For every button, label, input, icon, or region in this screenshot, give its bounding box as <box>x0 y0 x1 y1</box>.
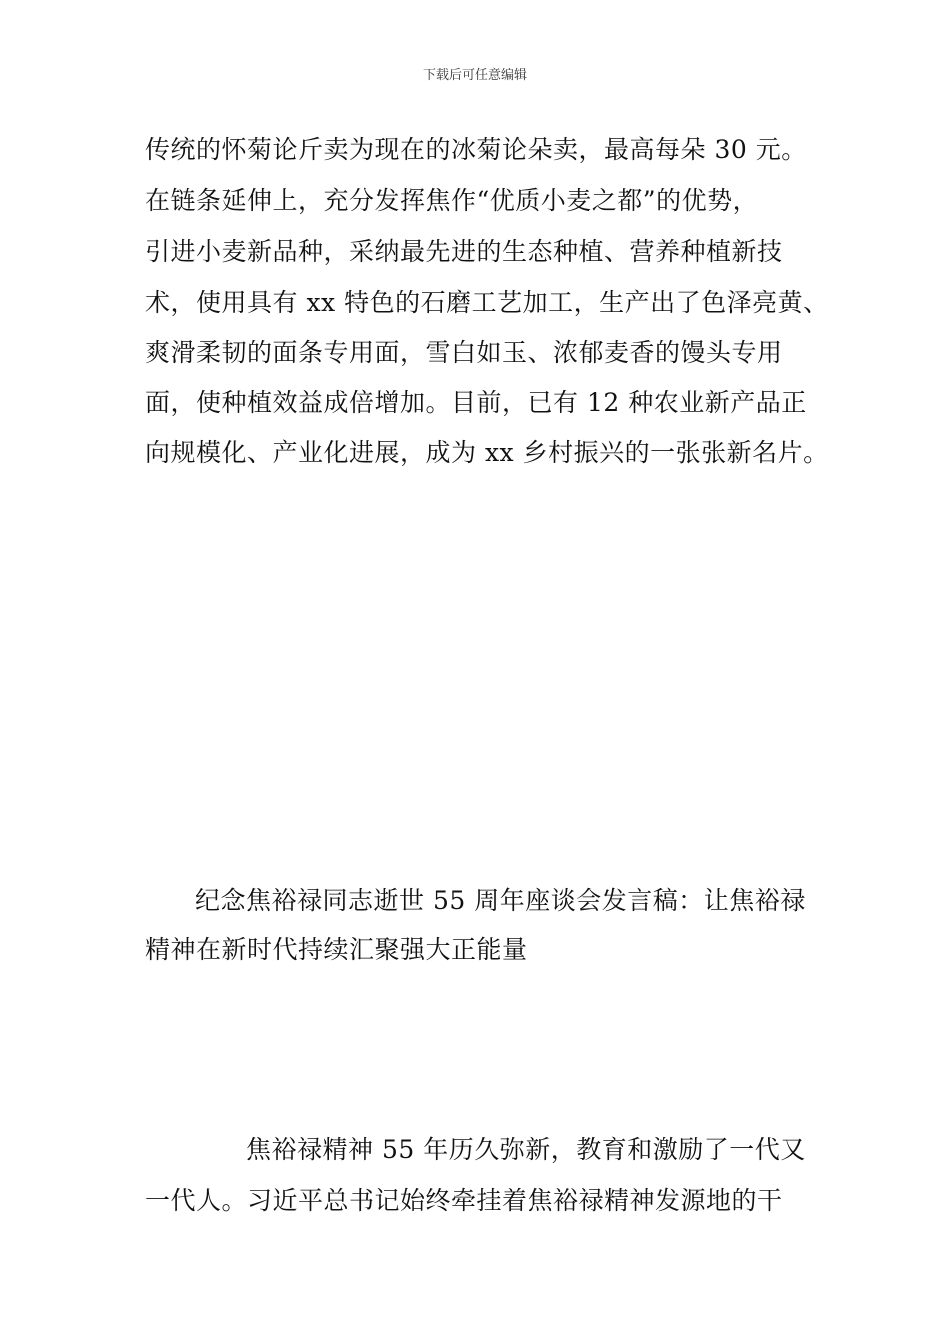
page-header: 下载后可任意编辑 <box>422 68 527 83</box>
title-line: 纪念焦裕禄同志逝世 55 周年座谈会发言稿：让焦裕禄 <box>195 886 806 915</box>
paragraph-line: 引进小麦新品种，采纳最先进的生态种植、营养种植新技 <box>145 237 783 266</box>
title-line: 精神在新时代持续汇聚强大正能量 <box>145 935 528 964</box>
paragraph-line: 向规模化、产业化进展，成为 xx 乡村振兴的一张张新名片。 <box>145 438 829 467</box>
paragraph-line: 在链条延伸上，充分发挥焦作“优质小麦之都”的优势， <box>145 186 759 215</box>
paragraph-line: 一代人。习近平总书记始终牵挂着焦裕禄精神发源地的干 <box>145 1186 783 1215</box>
paragraph-line: 传统的怀菊论斤卖为现在的冰菊论朵卖，最高每朵 30 元。 <box>145 135 807 164</box>
paragraph-line: 焦裕禄精神 55 年历久弥新，教育和激励了一代又 <box>246 1135 806 1164</box>
paragraph-line: 术，使用具有 xx 特色的石磨工艺加工，生产出了色泽亮黄、 <box>145 288 829 317</box>
paragraph-line: 面，使种植效益成倍增加。目前，已有 12 种农业新产品正 <box>145 388 807 417</box>
paragraph-line: 爽滑柔韧的面条专用面，雪白如玉、浓郁麦香的馒头专用 <box>145 338 783 367</box>
